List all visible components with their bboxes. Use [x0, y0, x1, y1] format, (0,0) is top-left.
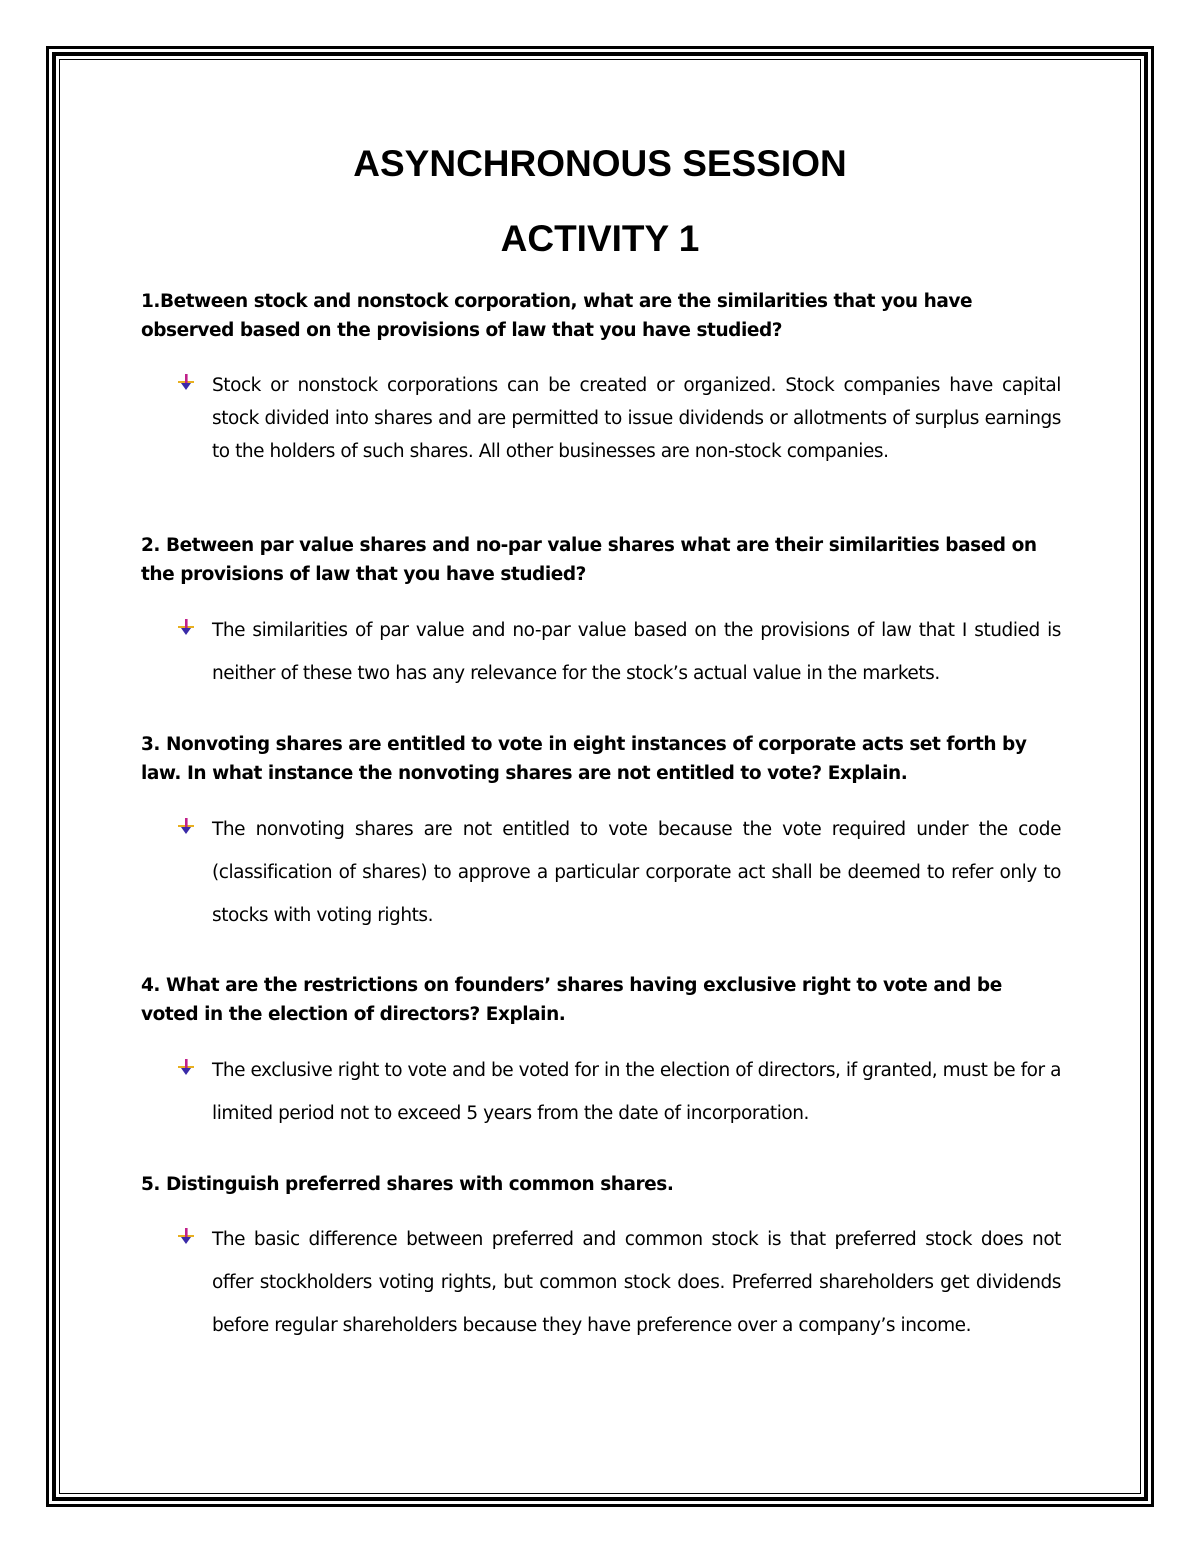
question-1: 1.Between stock and nonstock corporation, what are the similarities that you have observed based on the provisions of law that you have studied? [141, 291, 973, 341]
answer-2 [176, 609, 1061, 695]
arrow-down-bullet-icon [176, 1226, 196, 1246]
arrow-down-bullet-icon [176, 816, 196, 836]
answer-5-text: The basic difference between preferred and common stock is that preferred stock does not offer stockholders voting rights, but common stock does. Preferred shareholders get dividends before regular shareholders because they have preference over a company’s income. [212, 1229, 1061, 1336]
answer-1-text: Stock or nonstock corporations can be created or organized. Stock companies have capital stock divided into shares and are permitted to issue dividends or allotments of surplus earnings to the holders of such shares. All other businesses are non-stock companies. [212, 375, 1061, 462]
answer-3 [176, 808, 1061, 937]
answer-2-text: The similarities of par value and no-par value based on the provisions of law that I studied is neither of these two has any relevance for the stock’s actual value in the markets. [212, 620, 1061, 684]
question-5: 5. Distinguish preferred shares with common shares. [141, 1174, 674, 1195]
question-3: 3. Nonvoting shares are entitled to vote in eight instances of corporate acts set forth by law. In what instance the nonvoting shares are not entitled to vote? Explain. [141, 734, 1027, 784]
answer-5 [176, 1218, 1061, 1347]
page-title: ASYNCHRONOUS SESSION [353, 143, 847, 184]
arrow-down-bullet-icon [176, 1057, 196, 1077]
answer-3-text: The nonvoting shares are not entitled to vote because the vote required under the code (classification of shares) to approve a particular corporate act shall be deemed to refer only to stocks with voting rights. [212, 819, 1061, 926]
answer-1 [176, 369, 1061, 468]
answer-4-text: The exclusive right to vote and be voted for in the election of directors, if granted, must be for a limited period not to exceed 5 years from the date of incorporation. [212, 1060, 1061, 1124]
question-4: 4. What are the restrictions on founders’ shares having exclusive right to vote and be voted in the election of directors? Explain. [141, 975, 1002, 1025]
answer-4 [176, 1049, 1061, 1135]
arrow-down-bullet-icon [176, 617, 196, 637]
question-2: 2. Between par value shares and no-par value shares what are their similarities based on the provisions of law that you have studied? [141, 535, 1037, 585]
arrow-down-bullet-icon [176, 372, 196, 392]
page-subtitle: ACTIVITY 1 [500, 218, 700, 259]
